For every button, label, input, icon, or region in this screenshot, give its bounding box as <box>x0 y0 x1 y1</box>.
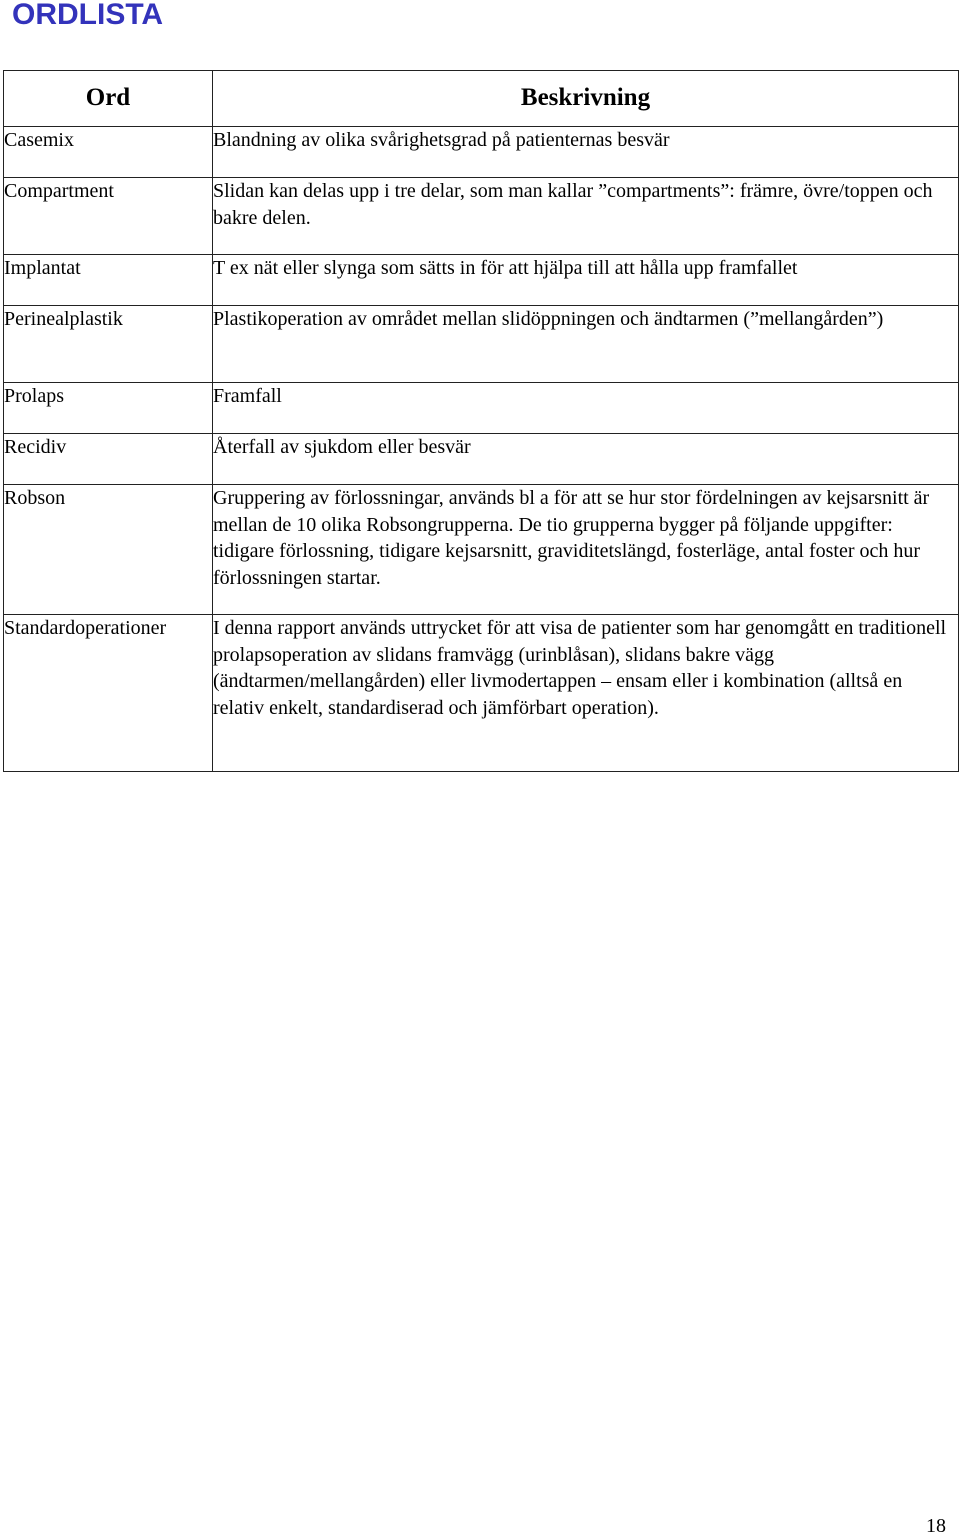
table-row <box>4 383 959 434</box>
term-cell: Compartment <box>4 178 213 255</box>
description-cell: Slidan kan delas upp i tre delar, som man kallar ”compartments”: främre, övre/toppen och bakre delen. <box>213 178 959 255</box>
description-cell: Gruppering av förlossningar, används bl a för att se hur stor fördelningen av kejsarsnitt är mellan de 10 olika Robsongrupperna. De tio grupperna bygger på följande uppgifter: tidigare förlossning, tidigare kejsarsnitt, graviditetslängd, fosterläge, antal foster och hur förlossningen startar. <box>213 485 959 615</box>
description-cell: Plastikoperation av området mellan slidöppningen och ändtarmen (”mellangården”) <box>213 306 959 383</box>
term-cell: Perinealplastik <box>4 306 213 383</box>
description-cell: I denna rapport används uttrycket för att visa de patienter som har genomgått en traditionell prolapsoperation av slidans framvägg (urinblåsan), slidans bakre vägg (ändtarmen/mellangården) eller livmodertappen – ensam eller i kombination (alltså en relativ enkelt, standardiserad och jämförbart operation). <box>213 615 959 772</box>
description-cell: Blandning av olika svårighetsgrad på patienternas besvär <box>213 127 959 178</box>
page-title: ORDLISTA <box>12 0 164 31</box>
header-description: Beskrivning <box>213 71 959 127</box>
glossary-table <box>3 70 959 772</box>
page-number: 18 <box>926 1515 946 1537</box>
term-cell: Prolaps <box>4 383 213 434</box>
table-row <box>4 178 959 255</box>
table-row <box>4 127 959 178</box>
header-term: Ord <box>4 71 213 127</box>
description-cell: Framfall <box>213 383 959 434</box>
term-cell: Recidiv <box>4 434 213 485</box>
description-cell: Återfall av sjukdom eller besvär <box>213 434 959 485</box>
term-cell: Implantat <box>4 255 213 306</box>
term-cell: Standardoperationer <box>4 615 213 772</box>
term-cell: Robson <box>4 485 213 615</box>
table-row <box>4 306 959 383</box>
description-cell: T ex nät eller slynga som sätts in för att hjälpa till att hålla upp framfallet <box>213 255 959 306</box>
table-row <box>4 434 959 485</box>
table-row <box>4 615 959 772</box>
table-row <box>4 485 959 615</box>
term-cell: Casemix <box>4 127 213 178</box>
table-header-row <box>4 71 959 127</box>
table-row <box>4 255 959 306</box>
